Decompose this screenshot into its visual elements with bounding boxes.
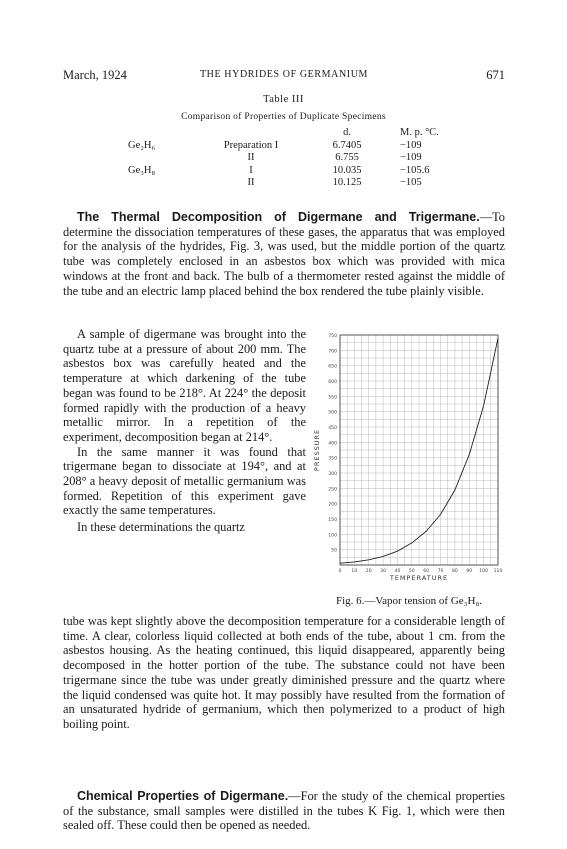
x-tick-label: 100 xyxy=(479,569,489,574)
y-tick-label: 400 xyxy=(328,441,337,447)
y-tick-label: 200 xyxy=(328,502,337,508)
prep-cell: I xyxy=(249,164,253,176)
mp-cell: −105 xyxy=(400,177,422,188)
x-tick-label: 0 xyxy=(338,569,342,574)
x-tick-label: 60 xyxy=(423,569,430,574)
x-tick-label: 40 xyxy=(394,569,401,574)
running-title: THE HYDRIDES OF GERMANIUM xyxy=(199,69,369,80)
figure-caption: Fig. 6.—Vapor tension of Ge₃H₈. xyxy=(335,595,483,607)
x-tick-label: 80 xyxy=(451,569,458,574)
y-tick-label: 350 xyxy=(328,456,337,462)
x-tick-label: 10 xyxy=(351,569,358,574)
narrow-column-text xyxy=(63,327,306,535)
density-cell: 10.035 xyxy=(332,164,362,176)
vapor-tension-figure xyxy=(310,329,508,591)
y-tick-label: 500 xyxy=(328,410,337,416)
y-tick-label: 250 xyxy=(328,487,337,493)
running-header xyxy=(63,68,505,86)
compound-cell xyxy=(128,152,208,165)
table-row xyxy=(128,152,470,165)
x-tick-label: 50 xyxy=(408,569,415,574)
table-header-row xyxy=(128,127,470,140)
paragraph: In these determinations the quartz xyxy=(77,520,245,535)
density-cell: 6.755 xyxy=(335,152,359,163)
compound-cell: Ge₂H₆ xyxy=(128,139,156,151)
section-text: —For the study of the chemical properties of the substance, small samples were distilled in the tubes K Fig. 1, which were then sealed off. These could then be opened as needed. xyxy=(63,789,505,833)
prep-cell: II xyxy=(247,152,255,163)
table-title: Comparison of Properties of Duplicate Specimens xyxy=(181,112,386,122)
header-date: March, 1924 xyxy=(63,68,127,82)
section-text: —To determine the dissociation temperatures of these gases, the apparatus that was employed for the analysis of the hydrides, Fig. 3, was used, but the middle portion of the quartz tube was completely enclosed in an asbestos box which was provided with mica windows at the front and back. The bulb of a thermometer rested against the middle of the tube and an electric lamp placed behind the box rendered the tube plainly visible. xyxy=(63,210,505,298)
section-thermal-decomposition xyxy=(63,210,505,298)
y-tick-label: 700 xyxy=(328,349,337,355)
density-cell: 10.125 xyxy=(332,177,362,188)
y-tick-label: 50 xyxy=(331,548,337,554)
y-tick-label: 650 xyxy=(328,364,337,370)
prep-cell: Preparation I xyxy=(223,139,279,151)
compound-cell xyxy=(128,177,208,190)
comparison-table xyxy=(128,127,470,190)
density-cell: 6.7405 xyxy=(332,139,362,151)
y-tick-label: 600 xyxy=(328,380,337,385)
mp-cell: −105.6 xyxy=(400,164,430,176)
x-tick-label: 90 xyxy=(466,569,473,574)
col-header-mp: M. p. °C. xyxy=(400,127,439,138)
section-heading: The Thermal Decomposition of Digermane and Trigermane. xyxy=(77,210,480,224)
y-tick-label: 550 xyxy=(328,395,337,401)
x-tick-label: 30 xyxy=(380,569,387,574)
x-tick-label: 110 xyxy=(493,569,503,574)
mp-cell: −109 xyxy=(400,139,422,151)
y-tick-label: 450 xyxy=(328,426,337,431)
y-tick-label: 300 xyxy=(328,472,337,477)
y-tick-label: 150 xyxy=(328,518,337,523)
vapor-tension-chart xyxy=(310,329,508,591)
paragraph: tube was kept slightly above the decomposition temperature for a considerable length of time. A clear, colorless liquid collected at both ends of the tube, about 1 cm. from the asbestos housing. As the heating continued, this liquid disappeared, apparently being decomposed in the hotter portion of the tube. The substance could not have been trigermane since the tube was under greatly diminished pressure and the quartz where the liquid condensed was quite hot. It may possibly have resulted from the formation of an unsaturated hydride of germanium, which then polymerized to a product of high boiling point. xyxy=(63,614,505,731)
continuation-text xyxy=(63,614,505,732)
section-chemical-properties xyxy=(63,789,505,833)
paragraph: A sample of digermane was brought into the quartz tube at a pressure of about 200 mm. The asbestos box was carefully heated and the temperature at which darkening of the tube began was found to be 218°. At 224° the deposit formed rapidly with the production of a heavy metallic mirror. In a repetition of the experiment, decomposition began at 214°. xyxy=(63,327,306,444)
mp-cell: −109 xyxy=(400,152,422,163)
x-tick-label: 70 xyxy=(437,569,444,574)
compound-cell: Ge₃H₈ xyxy=(128,164,156,176)
col-header-density: d. xyxy=(343,127,351,138)
x-axis-label: TEMPERATURE xyxy=(389,574,449,582)
table-row xyxy=(128,140,470,153)
page-number: 671 xyxy=(486,68,505,82)
table-row xyxy=(128,177,470,190)
y-axis-label: PRESSURE xyxy=(313,428,321,472)
section-heading: Chemical Properties of Digermane. xyxy=(77,789,289,803)
paragraph: In the same manner it was found that trigermane began to dissociate at 194°, and at 208° a heavy deposit of metallic germanium was formed. Repetition of this experiment gave exactly the same temperatures. xyxy=(63,444,306,518)
y-tick-label: 100 xyxy=(328,533,337,539)
x-tick-label: 20 xyxy=(365,569,372,574)
table-caption: Table III xyxy=(263,94,304,105)
table-row xyxy=(128,165,470,178)
y-tick-label: 750 xyxy=(328,334,337,339)
prep-cell: II xyxy=(247,177,255,188)
